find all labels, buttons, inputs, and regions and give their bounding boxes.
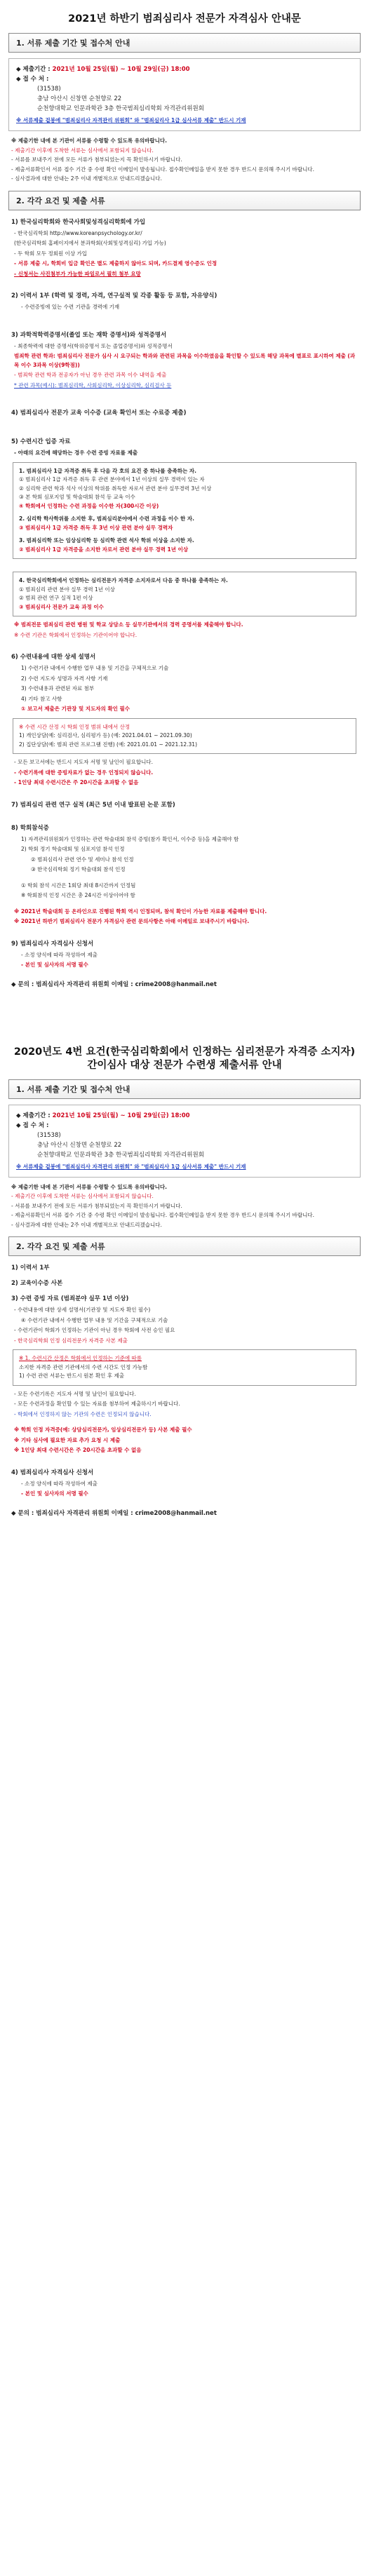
item-5-heading: 5) 수련시간 입증 자료 xyxy=(11,438,71,445)
submission-notes-2 xyxy=(11,1183,358,1230)
req-line: 4. 한국심리학회에서 인정하는 심리전문가 자격증 소지자로서 다음 중 하나를 충족하는 자. xyxy=(19,577,228,584)
item-1-line: - 서류 제출 시, 학회비 입금 확인은 별도 제출하지 않아도 되며, 카드결제 영수증도 인정 xyxy=(14,260,217,267)
item-1-line: - 두 학회 모두 정회원 이상 가입 xyxy=(14,250,87,257)
req-line: ② 심리학 관련 학과 석사 이상의 학위를 취득한 자로서 관련 분야 실무경력 3년 이상 xyxy=(19,485,212,492)
doc2-item-3-line: ④ 수련기관 내에서 수행한 업무 내용 및 기간을 구체적으로 기술 xyxy=(21,1316,168,1323)
doc2-item-4-line: - 본인 및 심사자의 서명 필수 xyxy=(21,1490,88,1497)
note-1: ※ 제출기한 내에 본 기관이 서류를 수령할 수 있도록 유의바랍니다. xyxy=(11,1183,168,1190)
item-5-sub: - 아래의 요건에 해당하는 경우 수련 증빙 자료를 제출 xyxy=(14,450,138,456)
deadline-row xyxy=(16,1111,353,1121)
note-5: - 심사결과에 대한 안내는 2주 이내 개별적으로 안내드리겠습니다. xyxy=(11,1221,162,1228)
item-6-line: ① 보고서 제출은 기관장 및 지도자의 확인 필수 xyxy=(21,706,130,712)
note-3: - 서류를 보내주기 전에 모든 서류가 첨부되었는지 꼭 확인하시기 바랍니다. xyxy=(11,156,182,163)
document-title: 2021년 하반기 범죄심리사 전문가 자격심사 안내문 xyxy=(68,13,301,25)
address-zip: (31538) xyxy=(37,86,61,93)
item-6-after: - 수련기록에 대한 증빙자료가 없는 경우 인정되지 않습니다. xyxy=(14,769,154,776)
item-1-line: - 신청서는 사진첨부가 가능한 파일로서 필히 첨부 요망 xyxy=(14,270,141,277)
note-2: - 제출기간 이후에 도착한 서류는 심사에서 포함되지 않습니다. xyxy=(11,1193,154,1199)
address-label: ◆ 접 수 처 : xyxy=(16,76,49,83)
address-line-2: 순천향대학교 인문과학관 3층 한국범죄심리학회 자격관리위원회 xyxy=(37,105,204,112)
box-line: 1) 수련 관련 서류는 반드시 원본 확인 후 제출 xyxy=(19,1373,124,1379)
hours-line: ※ 수련 시간 산정 시 학회 인정 범위 내에서 산정 xyxy=(19,723,130,730)
item-1-line: (한국심리학회 홈페이지에서 분과학회(사회및성격심리) 가입 가능) xyxy=(14,240,166,246)
deadline-label: ◆ 제출기간 : xyxy=(16,66,53,73)
box-line: ※ 1. 수련시간 산정은 학회에서 인정하는 기준에 따름 xyxy=(19,1355,142,1361)
req-line: ③ 범죄심리사 전문가 교육 과정 이수 xyxy=(19,603,104,610)
item-9-line: - 본인 및 심사자의 서명 필수 xyxy=(21,962,88,968)
req-line: 2. 심리학 학사학위를 소지한 후, 범죄심리분야에서 수련 과정을 이수 한 자. xyxy=(19,515,194,522)
contact-line xyxy=(11,980,358,988)
item-4-heading: 4) 범죄심리사 전문가 교육 이수증 (교육 확인서 또는 수료증 제출) xyxy=(11,410,187,417)
address-line-2: 순천향대학교 인문과학관 3층 한국범죄심리학회 자격관리위원회 xyxy=(37,1151,204,1159)
req-line: ① 범죄심리 관련 분야 실무 경력 1년 이상 xyxy=(19,586,115,593)
note-1: ※ 제출기한 내에 본 기관이 서류를 수령할 수 있도록 유의바랍니다. xyxy=(11,137,168,144)
deadline-value: 2021년 10월 25일(월) ~ 10월 29일(금) 18:00 xyxy=(52,66,190,73)
training-hours-box xyxy=(13,718,356,755)
item-3-line: - 최종학력에 대한 증명서(학위증명서 또는 졸업증명서)와 성적증명서 xyxy=(14,342,173,349)
req-line: ① 범죄심리사 1급 자격증 취득 후 관련 분야에서 1년 이상의 실무 경력이 있는 자 xyxy=(19,476,205,483)
deadline-value: 2021년 10월 25일(월) ~ 10월 29일(금) 18:00 xyxy=(52,1112,190,1119)
deadline-info-box xyxy=(8,58,361,131)
address-label: ◆ 접 수 처 : xyxy=(16,1121,49,1129)
hours-line: 1) 개인상담(예: 심리검사, 심리평가 등) (예: 2021.04.01 ~ 2021.09.30) xyxy=(19,732,192,739)
address-zip: (31538) xyxy=(37,1131,61,1139)
item-8-note: ※ 2021년 학술대회 등 온라인으로 진행된 학회 역시 인정되며, 참석 확인이 가능한 자료를 제출해야 합니다. xyxy=(14,908,267,915)
doc2-item-3-line: - 수련기관이 학회가 인정하는 기관이 아닌 경우 학회에 사전 승인 필요 xyxy=(14,1327,175,1333)
note-4: - 제출서류확인서 서류 접수 기간 중 수령 확인 이메일이 발송됩니다. 접수확인메일을 받지 못한 경우 반드시 문의해 주시기 바랍니다. xyxy=(11,166,314,173)
item-8-heading: 8) 학회참석증 xyxy=(11,824,49,832)
envelope-note: ※ 서류제출 겉봉에 "범죄심리사 자격관리 위원회" 와 "범죄심리사 1급 심사서류 제출" 반드시 기재 xyxy=(16,117,246,123)
document-title-2: 2020년도 4번 요건(한국심리학회에서 인정하는 심리전문가 자격증 소지자) 간이심사 대상 전문가 수련생 제출서류 안내 xyxy=(13,1046,356,1071)
item-2-heading: 2) 이력서 1부 (학력 및 경력, 자격, 연구실적 및 각종 활동 등 포함, 자유양식) xyxy=(11,292,217,299)
item-3-bullet: * 관련 과목(예시): 범죄심리학, 사회심리학, 이상심리학, 심리검사 등 xyxy=(14,382,172,389)
box-line: 소지한 자격증 관련 기관에서의 수련 시간도 인정 가능함 xyxy=(19,1363,148,1370)
doc2-item-1: 1) 이력서 1부 xyxy=(11,1265,50,1272)
note-3: - 서류를 보내주기 전에 모든 서류가 첨부되었는지 꼭 확인하시기 바랍니다. xyxy=(11,1202,182,1209)
doc2-item-4-line: - 소정 양식에 따라 작성하여 제출 xyxy=(21,1480,98,1487)
item-6-line: 2) 수련 지도자 성명과 자격 사항 기재 xyxy=(21,675,108,682)
item-8-line: ② 범죄심리사 관련 연수 및 세미나 참석 인정 xyxy=(31,856,134,863)
item-8-more: ※ 학회참석 인정 시간은 총 24시간 이상이어야 함 xyxy=(21,892,135,898)
item-8-line: 2) 학회 정기 학술대회 및 심포지엄 참석 인정 xyxy=(21,846,125,852)
note-4: - 제출서류확인서 서류 접수 기간 중 수령 확인 이메일이 발송됩니다. 접수확인메일을 받지 못한 경우 반드시 문의해 주시기 바랍니다. xyxy=(11,1212,314,1218)
item-5-after: ※ 범죄전문 범죄심리 관련 병원 및 학교 상담소 등 실무기관에서의 경력 증명서를 제출해야 합니다. xyxy=(14,621,243,628)
item-8-line: ③ 한국심리학회 정기 학술대회 참석 인정 xyxy=(31,866,126,872)
item-8-note: ※ 2021년 하반기 범죄심리사 전문가 자격심사 관련 문의사항은 아래 이메일로 보내주시기 바랍니다. xyxy=(14,918,250,924)
item-3-line: 범죄학 관련 학과: 범죄심리사 전문가 심사 시 요구되는 학과와 관련된 과목을 이수하였음을 확인할 수 있도록 해당 과목에 별표로 표시하여 제출 (과목 이수 3과목 이상(9학점)) xyxy=(14,353,356,368)
doc2-item-3: 3) 수련 증빙 자료 (범죄분야 실무 1년 이상) xyxy=(11,1295,129,1302)
item-8-more: ① 학회 참석 시간은 1회당 최대 8시간까지 인정됨 xyxy=(21,882,136,889)
req-line: ③ 범죄심리사 1급 자격증 취득 후 3년 이상 관련 분야 실무 경력자 xyxy=(19,524,173,531)
item-1-line: - 한국심리학회 http://www.koreanpsychology.or.kr/ xyxy=(14,229,142,236)
item-1-heading: 1) 한국심리학회와 한국사회및성격심리학회에 가입 xyxy=(11,218,146,226)
doc2-item-2: 2) 교육이수증 사본 xyxy=(11,1280,63,1287)
doc2-after-box: - 학회에서 인정하지 않는 기관의 수련은 인정되지 않습니다. xyxy=(14,1410,152,1417)
doc2-item-3-line: - 수련내용에 대한 상세 설명서(기관장 및 지도자 확인 필수) xyxy=(14,1307,151,1313)
item-7-heading: 7) 범죄심리 관련 연구 실적 (최근 5년 이내 발표된 논문 포함) xyxy=(11,801,175,809)
address-line-1: 충남 아산시 신창면 순천향로 22 xyxy=(37,95,122,102)
doc2-after-box: - 모든 수련과정을 확인할 수 있는 자료를 첨부하여 제출하시기 바랍니다. xyxy=(14,1401,180,1407)
item-8-line: 1) 자격관리위원회가 인정하는 관련 학술대회 참석 증빙(참가 확인서, 이수증 등)을 제출해야 함 xyxy=(21,835,239,842)
requirements-box-2 xyxy=(13,572,356,616)
item-6-line: 1) 수련기관 내에서 수행한 업무 내용 및 기간을 구체적으로 기술 xyxy=(21,665,169,671)
req-line: 1. 범죄심리사 1급 자격증 취득 후 다음 각 호의 요건 중 하나를 충족하는 자. xyxy=(19,467,196,474)
submission-notes xyxy=(11,137,358,184)
item-6-after: - 모든 보고서에는 반드시 지도자 서명 및 날인이 필요합니다. xyxy=(14,759,154,765)
doc2-after-box: - 모든 수련기록은 지도자 서명 및 날인이 필요합니다. xyxy=(14,1390,136,1397)
item-6-after: - 1인당 최대 수련시간은 주 20시간을 초과할 수 없음 xyxy=(14,779,139,785)
item-9-heading: 9) 범죄심리사 자격심사 신청서 xyxy=(11,940,94,948)
doc2-item-4-heading: 4) 범죄심리사 자격심사 신청서 xyxy=(11,1469,94,1476)
doc2-red-line: ※ 학회 인정 자격증(예: 상담심리전문가, 임상심리전문가 등) 사본 제출 필수 xyxy=(14,1427,192,1433)
note-5: - 심사결과에 대한 안내는 2주 이내 개별적으로 안내드리겠습니다. xyxy=(11,175,162,182)
envelope-note: ※ 서류제출 겉봉에 "범죄심리사 자격관리 위원회" 와 "범죄심리사 1급 심사서류 제출" 반드시 기재 xyxy=(16,1163,246,1170)
requirements-box-1 xyxy=(13,462,356,560)
item-3-line: - 범죄학 관련 학과 전공자가 아닌 경우 관련 과목 이수 내역을 제출 xyxy=(14,372,167,378)
item-6-heading: 6) 수련내용에 대한 상세 설명서 xyxy=(11,654,96,661)
item-2-line: - 수련증빙에 있는 수련 기관을 경력에 기재 xyxy=(21,304,120,310)
section-header-deadline-2: 1. 서류 제출 기간 및 접수처 안내 xyxy=(8,1079,361,1099)
section-header-deadline: 1. 서류 제출 기간 및 접수처 안내 xyxy=(8,33,361,53)
section-header-requirements: 2. 각각 요건 및 제출 서류 xyxy=(8,191,361,210)
item-9-line: - 소정 양식에 따라 작성하여 제출 xyxy=(21,951,98,958)
address-line-1: 충남 아산시 신창면 순천향로 22 xyxy=(37,1141,122,1149)
req-line: ④ 학회에서 인정하는 수련 과정을 이수한 자(300시간 이상) xyxy=(19,502,159,509)
item-3-heading: 3) 과학적학력증명서(졸업 또는 재학 증명서)와 성적증명서 xyxy=(11,331,167,339)
item-6-line: 3) 수련내용과 관련된 자료 첨부 xyxy=(21,685,95,692)
req-line: ③ 본 학회 심포지엄 및 학술대회 참석 등 교육 이수 xyxy=(19,494,135,500)
req-line: 3. 범죄심리학 또는 임상심리학 등 심리학 관련 석사 학위 이상을 소지한 자. xyxy=(19,537,194,544)
item-5-after: ※ 수련 기관은 학회에서 인정하는 기관이어야 합니다. xyxy=(14,631,137,638)
note-2: - 제출기간 이후에 도착한 서류는 심사에서 포함되지 않습니다. xyxy=(11,147,154,154)
item-6-line: 4) 기타 참고 사항 xyxy=(21,695,62,702)
req-line: ② 범죄심리사 1급 자격증을 소지한 자로서 관련 분야 실무 경력 1년 이상 xyxy=(19,546,189,553)
hours-line: 2) 집단상담(예: 범죄 관련 프로그램 진행) (예: 2021.01.01 ~ 2021.12.31) xyxy=(19,741,197,748)
doc2-hours-box xyxy=(13,1349,356,1386)
contact-line-2 xyxy=(11,1509,358,1517)
deadline-label: ◆ 제출기간 : xyxy=(16,1112,53,1119)
doc2-red-line: ※ 기타 심사에 필요한 자료 추가 요청 시 제출 xyxy=(14,1436,121,1443)
section-header-requirements-2: 2. 각각 요건 및 제출 서류 xyxy=(8,1236,361,1256)
document-page xyxy=(7,0,362,1517)
doc2-item-3-line: - 한국심리학회 인정 심리전문가 자격증 사본 제출 xyxy=(14,1337,128,1344)
contact-text[interactable]: ◆ 문의 : 범죄심리사 자격관리 위원회 이메일 : crime2008@hanmail.net xyxy=(11,980,217,988)
deadline-row xyxy=(16,65,353,74)
req-line: ② 범죄 관련 연구 실적 1편 이상 xyxy=(19,595,93,601)
deadline-info-box-2 xyxy=(8,1105,361,1178)
contact-text[interactable]: ◆ 문의 : 범죄심리사 자격관리 위원회 이메일 : crime2008@hanmail.net xyxy=(11,1509,217,1517)
doc2-red-line: ※ 1인당 최대 수련시간은 주 20시간을 초과할 수 없음 xyxy=(14,1447,142,1453)
